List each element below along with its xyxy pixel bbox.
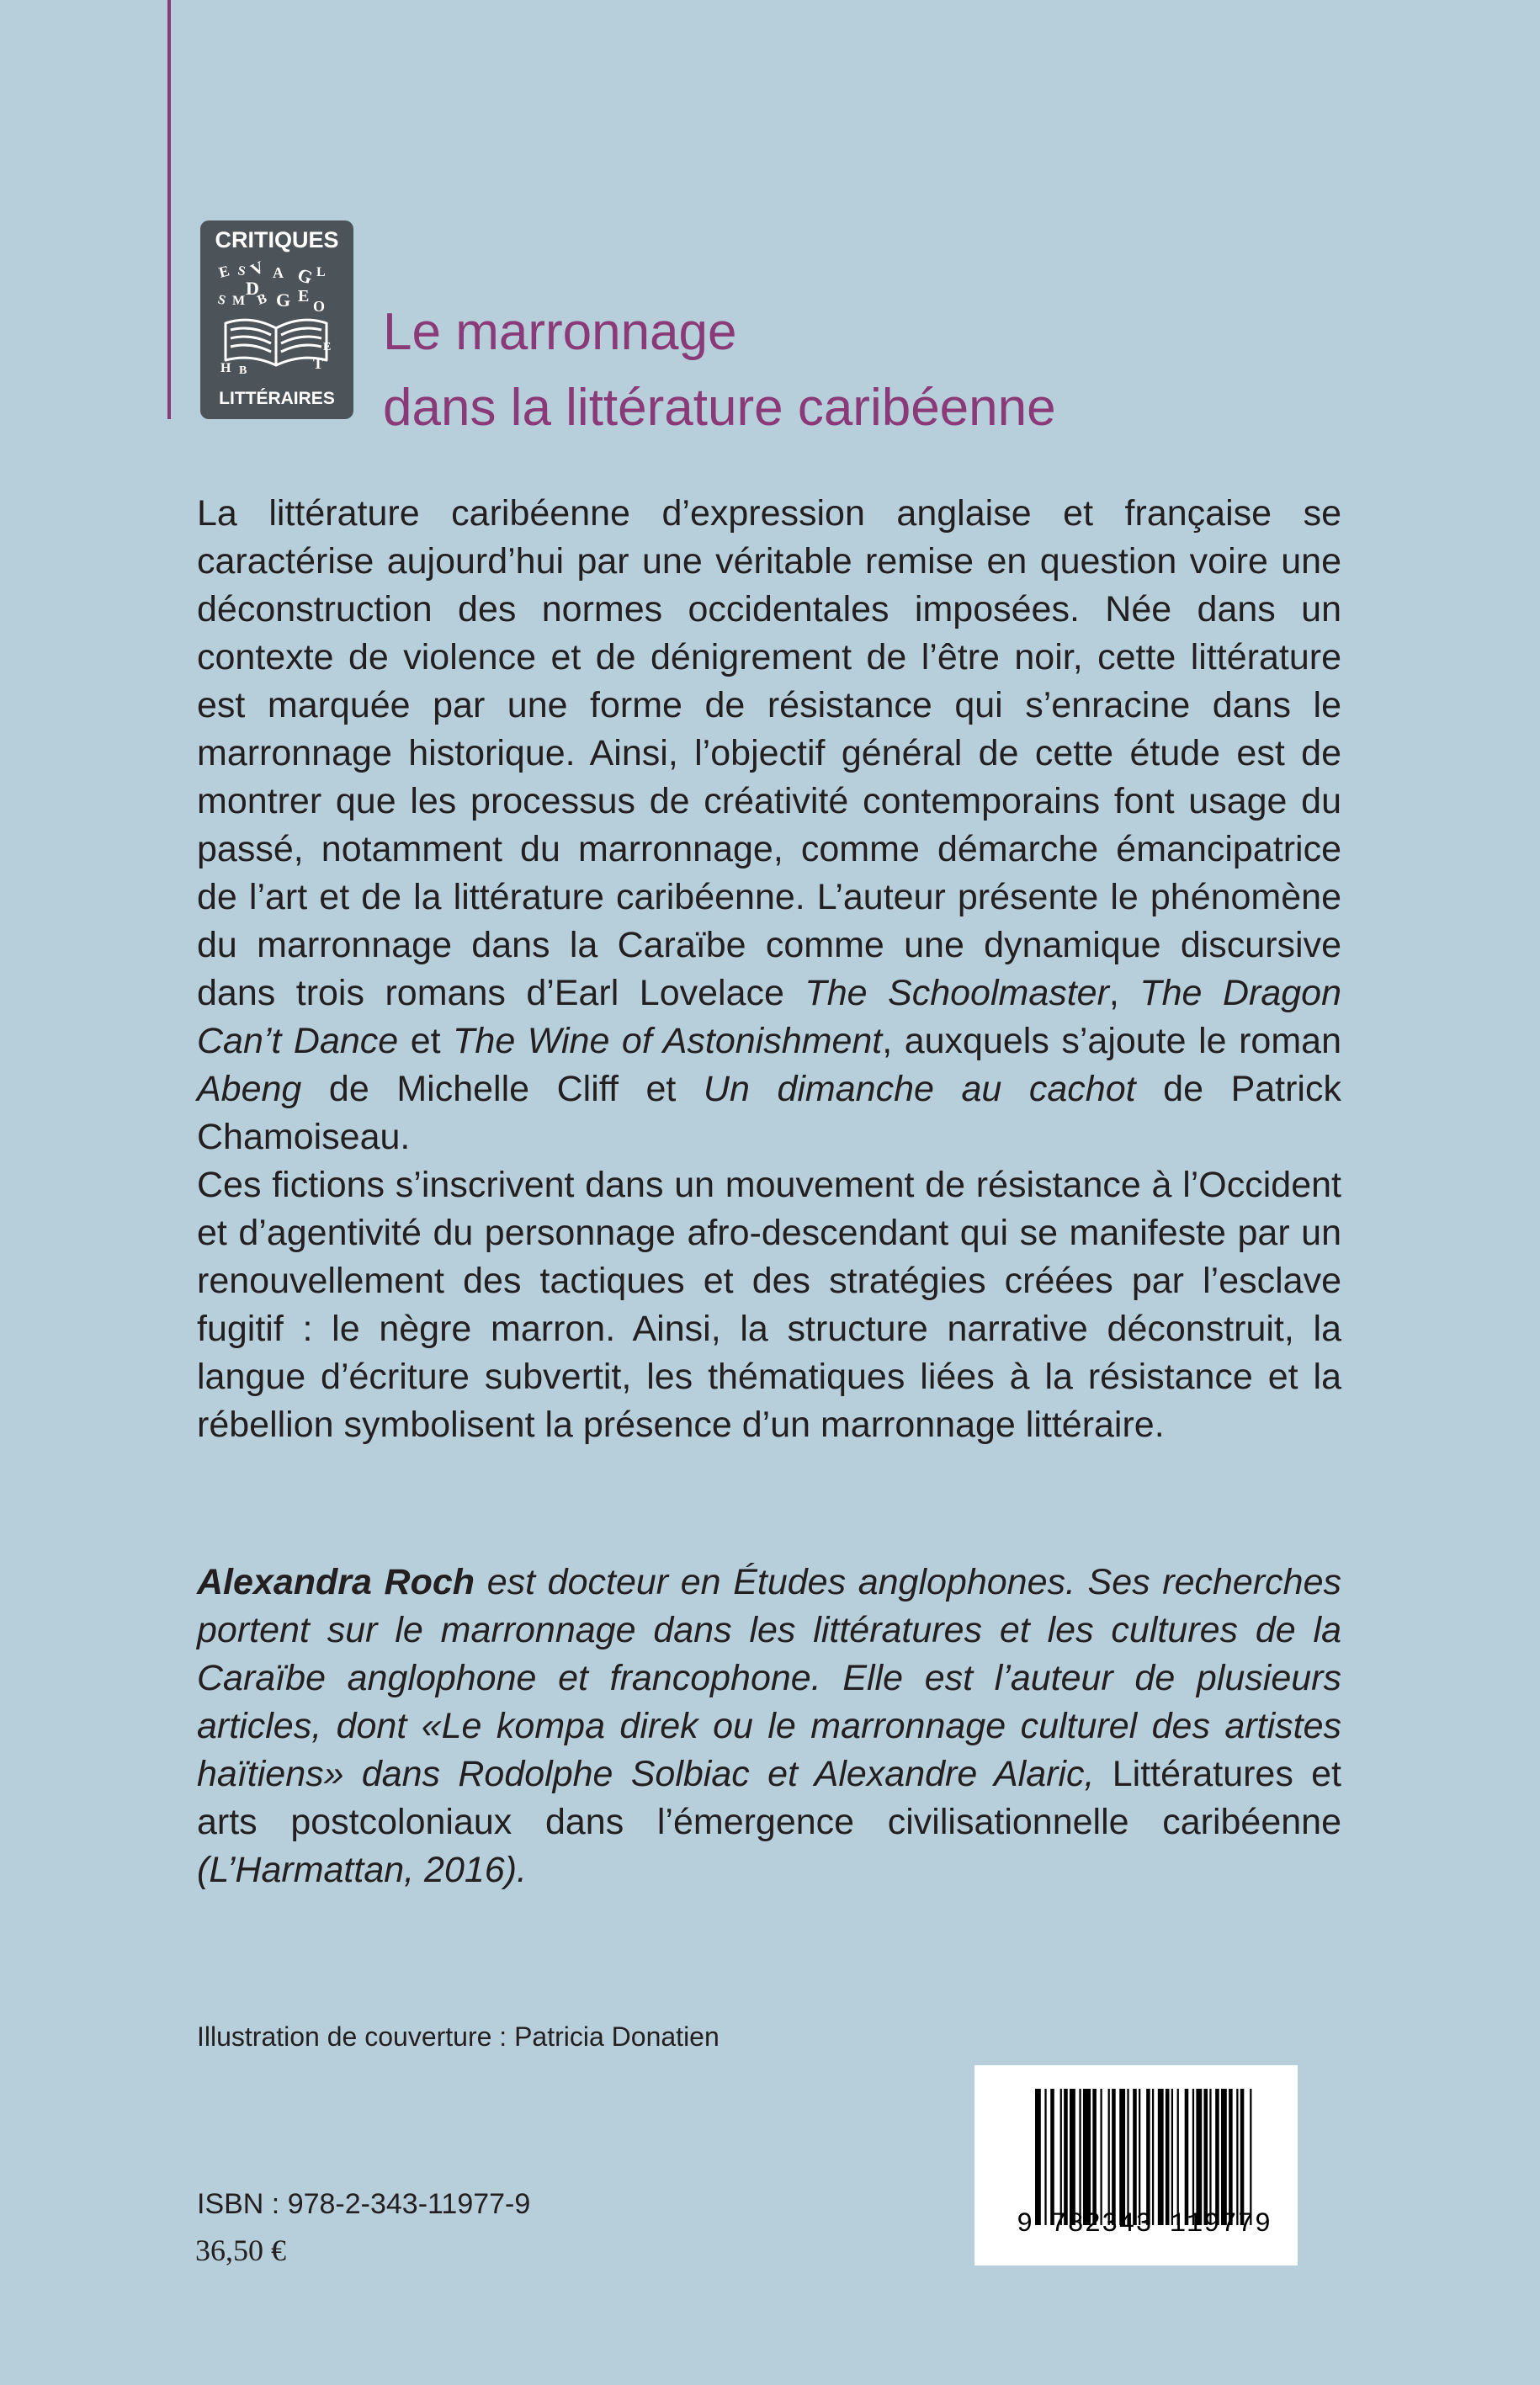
svg-text:B: B — [239, 364, 247, 377]
barcode-bar — [1139, 2089, 1140, 2225]
svg-text:E: E — [216, 262, 231, 281]
barcode-bar — [1166, 2089, 1170, 2225]
barcode-bar — [1209, 2089, 1211, 2225]
bio-text: (L’Harmattan, 2016). — [197, 1850, 527, 1890]
series-logo — [200, 220, 353, 419]
open-book-icon — [214, 258, 340, 384]
svg-text:B: B — [255, 291, 269, 308]
svg-text:O: O — [313, 298, 326, 315]
barcode — [974, 2065, 1298, 2265]
book-title — [383, 295, 1056, 446]
barcode-bar — [1127, 2089, 1128, 2225]
svg-text:D: D — [246, 278, 259, 299]
barcode-bar — [1215, 2089, 1219, 2225]
svg-text:S: S — [215, 292, 227, 309]
barcode-bar — [1229, 2089, 1233, 2225]
summary-text: de Patrick Chamoiseau. — [197, 1069, 1341, 1157]
bio-book-title: Littératures et arts postcoloniaux dans l’émergence civilisationnelle caribéenne — [197, 1754, 1341, 1842]
barcode-bar — [1044, 2089, 1046, 2225]
work-title: The Dragon Can’t Dance — [197, 973, 1342, 1061]
barcode-bar — [1152, 2089, 1154, 2225]
book-summary — [197, 490, 1341, 1449]
barcode-bar — [1119, 2089, 1125, 2225]
barcode-bar — [1050, 2089, 1054, 2225]
svg-text:H: H — [220, 361, 231, 375]
barcode-bar — [1177, 2089, 1179, 2225]
barcode-bar — [1240, 2089, 1245, 2225]
barcode-bar — [1133, 2089, 1137, 2225]
summary-text: , auxquels s’ajoute le roman — [882, 1021, 1341, 1061]
series-logo-bottom-label: LITTÉRAIRES — [219, 389, 335, 408]
svg-text:E: E — [323, 341, 332, 353]
svg-text:G: G — [295, 263, 316, 289]
work-title: Abeng — [197, 1069, 302, 1109]
price: 36,50 € — [195, 2234, 286, 2267]
barcode-bar — [1100, 2089, 1102, 2225]
svg-text:E: E — [298, 287, 310, 305]
bio-text: est docteur en Études anglophones. Ses recherches portent sur le marronnage dans les littératures et les cultures de la Caraïbe anglophone et francophone. Elle est l’auteur de plusieurs articles, dont «Le kompa direk ou le marronnage culturel des artistes haïtiens» dans Rodolphe Solbiac et Alexandre Alaric, — [197, 1562, 1341, 1794]
barcode-bar — [1250, 2089, 1251, 2225]
barcode-bar — [1185, 2089, 1189, 2225]
work-title: The Wine of Astonishment — [453, 1021, 883, 1061]
svg-text:V: V — [247, 258, 268, 280]
barcode-bar — [1092, 2089, 1097, 2225]
barcode-bar — [1112, 2089, 1116, 2225]
accent-vertical-line — [167, 0, 171, 419]
svg-text:A: A — [273, 264, 284, 281]
barcode-bar — [1221, 2089, 1227, 2225]
svg-text:T: T — [313, 355, 324, 372]
barcode-bar — [1158, 2089, 1164, 2225]
svg-text:S: S — [236, 263, 247, 279]
barcode-bar — [1192, 2089, 1194, 2225]
summary-text: , — [1108, 973, 1140, 1013]
barcode-bar — [1083, 2089, 1091, 2225]
summary-paragraph-2: Ces fictions s’inscrivent dans un mouvement de résistance à l’Occident et d’agentivité du personnage afro-descendant qui se manifeste par un renouvellement des tactiques et des stratégies créées par l’esclave fugitif : le nègre marron. Ainsi, la structure narrative déconstruit, la langue d’écriture subvertit, les thématiques liées à la résistance et la rébellion symbolisent la présence d’un marronnage littéraire. — [197, 1165, 1341, 1445]
barcode-digits: 9 782343 119779 — [1017, 2208, 1272, 2239]
summary-text: de Michelle Cliff et — [301, 1069, 704, 1109]
barcode-bar — [1060, 2089, 1062, 2225]
book-title-line-1: Le marronnage — [383, 303, 737, 361]
barcode-bar — [1203, 2089, 1208, 2225]
barcode-bar — [1146, 2089, 1150, 2225]
svg-text:L: L — [316, 265, 326, 279]
summary-text: La littérature caribéenne d’expression anglaise et française se caractérise aujourd’hui par une véritable remise en question voire une déconstruction des normes occidentales imposées. Née dans un contexte de violence et de dénigrement de l’être noir, cette littérature est marquée par une forme de résistance qui s’enracine dans le marronnage historique. Ainsi, l’objectif général de cette étude est de montrer que les processus de créativité contemporains font usage du passé, notamment du marronnage, comme démarche émancipatrice de l’art et de la littérature caribéenne. L’auteur présente le phénomène du marronnage dans la Caraïbe comme une dynamique discursive dans trois romans d’Earl Lovelace — [197, 493, 1341, 1013]
author-bio — [197, 1559, 1341, 1894]
author-name: Alexandra Roch — [197, 1562, 475, 1602]
barcode-bar — [1064, 2089, 1068, 2225]
barcode-bar — [1070, 2089, 1075, 2225]
series-logo-top-label: CRITIQUES — [215, 227, 339, 252]
isbn: ISBN : 978-2-343-11977-9 — [197, 2188, 531, 2220]
svg-text:G: G — [276, 289, 291, 311]
barcode-bar — [1171, 2089, 1173, 2225]
barcode-bar — [1035, 2089, 1041, 2225]
summary-text: et — [398, 1021, 454, 1061]
work-title: The Schoolmaster — [805, 973, 1109, 1013]
barcode-bar — [1236, 2089, 1238, 2225]
cover-illustration-credit: Illustration de couverture : Patricia Donatien — [197, 2021, 720, 2052]
book-title-line-2: dans la littérature caribéenne — [383, 379, 1056, 437]
barcode-bars — [1035, 2089, 1256, 2225]
barcode-bar — [1108, 2089, 1110, 2225]
barcode-bar — [1196, 2089, 1202, 2225]
barcode-bar — [1079, 2089, 1081, 2225]
svg-text:M: M — [232, 294, 246, 308]
summary-paragraph-1 — [197, 490, 1341, 1161]
work-title: Un dimanche au cachot — [703, 1069, 1136, 1109]
